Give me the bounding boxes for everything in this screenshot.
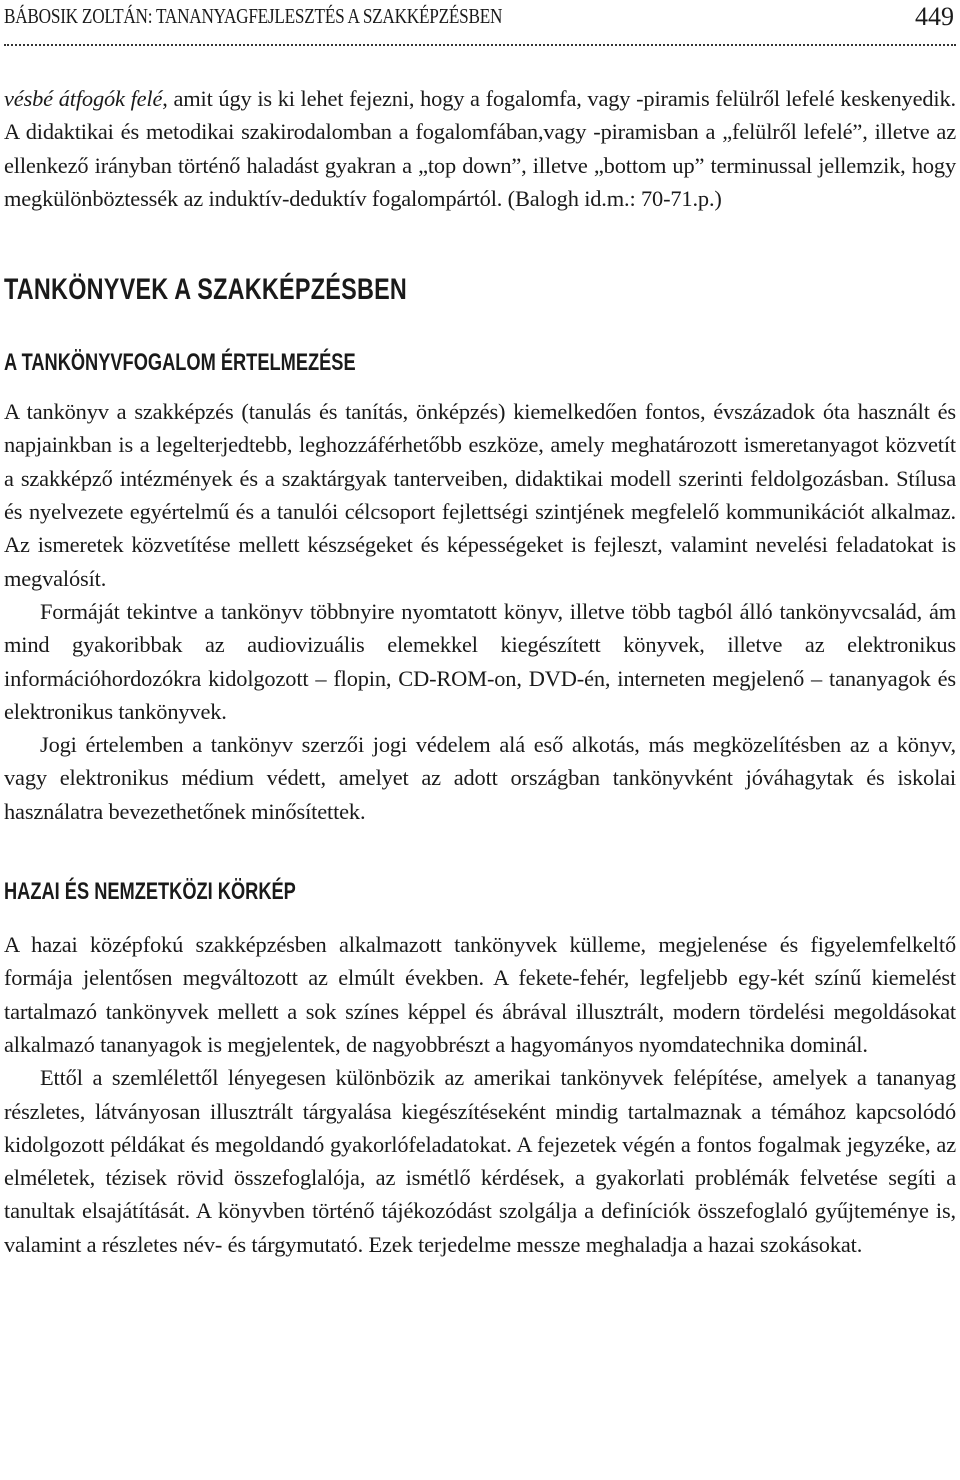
subsection-title-2: HAZAI ÉS NEMZETKÖZI KÖRKÉP <box>4 878 296 906</box>
running-head <box>4 0 956 46</box>
body-paragraph: Jogi értelemben a tankönyv szerzői jogi védelem alá eső alkotás, más megközelítésben az a könyv, vagy elektronikus médium védett, amelyet az adott országban tankönyvként jóváhagytak és iskolai használatra bevezethetőnek minősítettek. <box>4 732 956 824</box>
body-paragraph: Ettől a szemlélettől lényegesen különbözik az amerikai tankönyvek felépítése, amelyek a tananyag részletes, látványosan illusztrált tárgyalása kiegészítéseként mindig tartalmaznak a témához kapcsolódó kidolgozott példákat és megoldandó gyakorlófeladatokat. A fejezetek végén a fontos fogalmak jegyzéke, az elméletek, tézisek rövid összefoglalója, az ismétlő kérdések, a gyakorlati problémák felvetése segíti a tanultak elsajátítását. A könyvben történő tájékozódást szolgálja a definíciók összefoglaló gyűjteménye is, valamint a részletes név- és tárgymutató. Ezek terjedelme messze meghaladja a hazai szokásokat. <box>4 1065 956 1257</box>
intro-italic-lead: vésbé átfogók felé <box>4 86 163 111</box>
subsection-body-1 <box>4 395 956 828</box>
body-paragraph: Formáját tekintve a tankönyv többnyire nyomtatott könyv, illetve több tagból álló tankönyvcsalád, ám mind gyakoribbak az audiovizuális elemekkel kiegészített könyvek, illetve az elektronikus információhordozókra kidolgozott – flopin, CD-ROM-on, DVD-én, interneten megjelenő – tananyagok és elektronikus tankönyvek. <box>4 598 956 724</box>
body-paragraph: A hazai középfokú szakképzésben alkalmazott tankönyvek külleme, megjelenése és figyelemfelkeltő formája jelentősen megváltozott az elmúlt években. A fekete-fehér, legfeljebb egy-két színű kiemelést tartalmazó tankönyvek mellett a sok színes képpel és ábrával illusztrált, modern tördelési megoldásokat alkalmazó tananyagok is megjelentek, de nagyobbrészt a hagyományos nyomdatechnika dominál. <box>4 932 956 1057</box>
running-head-title: BÁBOSIK ZOLTÁN: TANANYAGFEJLESZTÉS A SZAKKÉPZÉSBEN <box>4 4 503 28</box>
section-title: TANKÖNYVEK A SZAKKÉPZÉSBEN <box>4 273 408 307</box>
subsection-title-1: A TANKÖNYVFOGALOM ÉRTELMEZÉSE <box>4 349 356 377</box>
intro-text: , amit úgy is ki lehet fejezni, hogy a fogalomfa, vagy -piramis felülről lefelé keskenyedik. A didaktikai és metodikai szakirodalomban a fogalomfában,vagy -piramisban a „felülről lefelé”, illetve az ellenkező irányban történő haladást gyakran a „top down”, illetve „bottom up” terminussal jellemzik, hogy megkülönböztessék az induktív-deduktív fogalompártól. (Balogh id.m.: 70-71.p.) <box>4 86 956 211</box>
page-number: 449 <box>915 2 954 31</box>
document-page <box>4 0 956 1261</box>
body-paragraph: A tankönyv a szakképzés (tanulás és tanítás, önképzés) kiemelkedően fontos, évszázadok óta használt és napjainkban is a legelterjedtebb, leghozzáférhetőbb eszköze, amely meghatározott ismeretanyagot közvetít a szakképző intézmények és a szaktárgyak tanterveiben, didaktikai modell szerinti feldolgozásban. Stílusa és nyelvezete egyértelmű és a tanulói célcsoport fejlettségi szintjének megfelelő kommunikációt alkalmaz. Az ismeretek közvetítése mellett készségeket és képességeket is fejleszt, valamint nevelési feladatokat is megvalósít. <box>4 399 956 591</box>
intro-paragraph <box>4 82 956 215</box>
subsection-body-2 <box>4 928 956 1261</box>
